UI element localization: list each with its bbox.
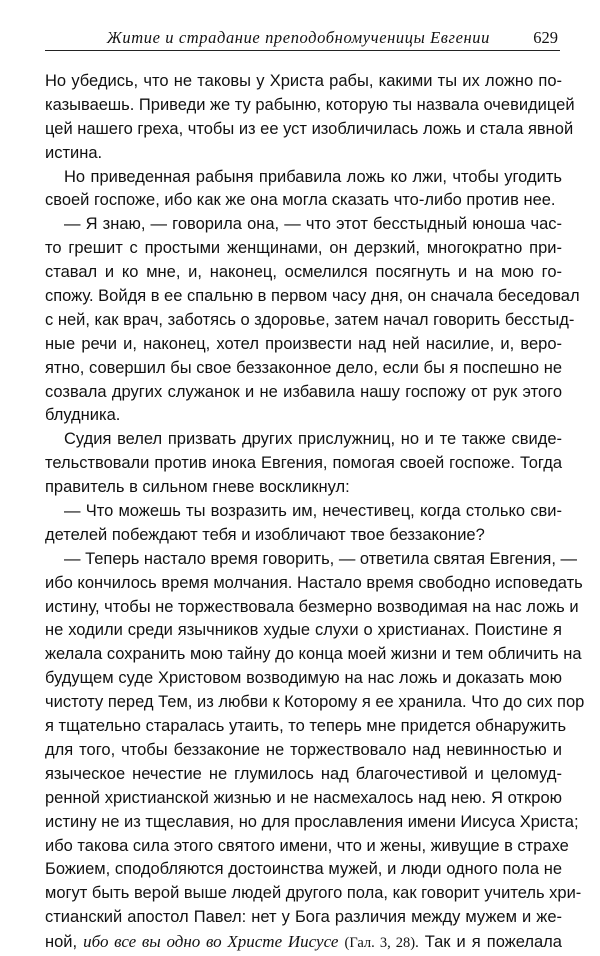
text-line: Судия велел призвать других прислужниц, но и те также свиде-	[64, 430, 562, 449]
text-line: с ней, как врач, заботясь о здоровье, затем начал говорить бесстыд-	[45, 310, 575, 329]
text-line: ятно, совершил бы свое беззаконное дело, если бы я поспешно не	[45, 358, 562, 377]
text-line: спожу. Войдя в ее спальню в первом часу дня, он сначала беседовал	[45, 287, 580, 306]
text-line: я тщательно старалась утаить, то теперь мне придется обнаружить	[45, 717, 567, 736]
text-line: будущем суде Христовом возводимую на нас ложь и доказать мою	[45, 669, 562, 688]
text-line: — Теперь настало время говорить, — ответила святая Евгения, —	[64, 549, 578, 568]
scripture-quote-italic: ибо все вы одно во Христе Иисусе	[83, 932, 339, 952]
text-line: созвала других служанок и не избавила нашу госпожу от рук этого	[45, 382, 562, 401]
text-line: чистоту перед Тем, из любви к Которому я ее хранила. Что до сих пор	[45, 693, 585, 712]
text-line: ставал и ко мне, и, наконец, осмелился посягнуть и на мою го-	[45, 263, 562, 282]
citation-line-start: ной,	[45, 933, 84, 952]
text-line: Но убедись, что не таковы у Христа рабы, какими ты их ложно по-	[45, 72, 562, 90]
text-line: тельствовали против инока Евгения, помогая своей госпоже. Тогда	[45, 454, 562, 473]
text-line: то грешит с простыми женщинами, он дерзкий, многократно при-	[45, 239, 562, 258]
text-line: ибо кончилось время молчания. Настало время свободно исповедать	[45, 573, 583, 592]
text-line: могут быть верой выше людей другого пола, как говорит учитель хри-	[45, 884, 582, 903]
text-line: языческое нечестие не глумилось над благочестивой и целомуд-	[45, 764, 562, 783]
text-line: ибо такова сила этого святого имени, что и жены, живущие в страхе	[45, 836, 569, 855]
citation-line-end: Так и я пожелала	[418, 933, 562, 952]
page-body-text	[45, 70, 585, 954]
page-number: 629	[533, 28, 558, 47]
text-line: — Я знаю, — говорила она, — что этот бесстыдный юноша час-	[64, 215, 562, 234]
text-line: правитель в сильном гневе воскликнул:	[45, 478, 350, 497]
text-line: Божием, сподобляются достоинства мужей, и люди одного пола не	[45, 860, 562, 879]
text-line: своей госпоже, ибо как же она могла сказать что-либо против нее.	[45, 191, 556, 210]
text-line: блудника.	[45, 406, 121, 425]
running-title: Житие и страдание преподобномученицы Евгении	[106, 28, 490, 47]
text-line: казываешь. Приведи же ту рабыню, которую ты назвала очевидицей	[45, 95, 575, 114]
text-line-citation	[45, 930, 562, 954]
scripture-reference: (Гал. 3, 28).	[344, 935, 419, 952]
text-line: стианский апостол Павел: нет у Бога различия между мужем и же-	[45, 908, 562, 927]
text-line: истина.	[45, 143, 103, 162]
text-line: ные речи и, наконец, хотел произвести над ней насилие, и, веро-	[45, 334, 562, 353]
text-line: — Что можешь ты возразить им, нечестивец, когда столько сви-	[64, 502, 562, 521]
text-line: не ходили среди язычников худые слухи о христианах. Поистине я	[45, 621, 562, 640]
text-line: желала сохранить мою тайну до конца моей жизни и тем обличить на	[45, 645, 582, 664]
text-line: истину, чтобы не торжествовала безмерно возводимая на нас ложь и	[45, 597, 579, 616]
page-header	[45, 26, 560, 51]
text-line: детелей побеждают тебя и изобличают твое беззаконие?	[45, 525, 485, 544]
text-line: ренной христианской жизнью и не насмехалось над нею. Я открою	[45, 788, 562, 807]
text-line: истину не из тщеславия, но для прославления имени Иисуса Христа;	[45, 812, 579, 831]
text-line: для того, чтобы беззаконие не торжествовало над невинностью и	[45, 740, 562, 759]
text-line: цей нашего греха, чтобы из ее уст изобличилась ложь и стала явной	[45, 119, 574, 138]
text-line: Но приведенная рабыня прибавила ложь ко лжи, чтобы угодить	[64, 167, 562, 186]
